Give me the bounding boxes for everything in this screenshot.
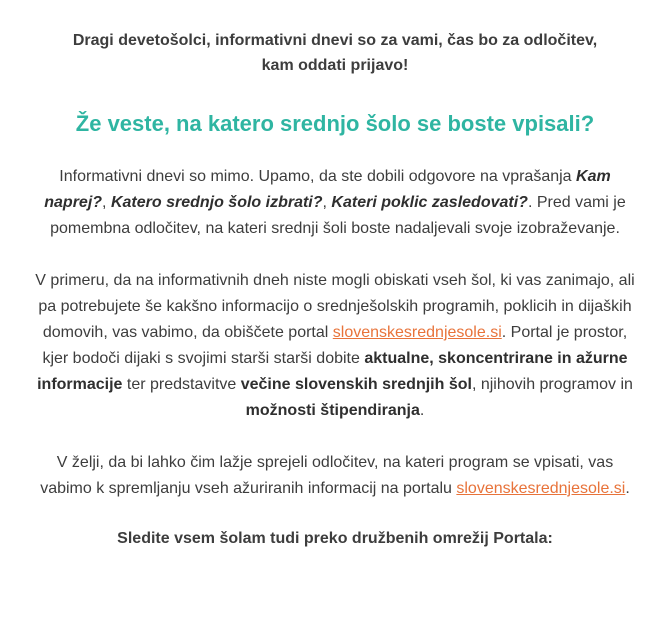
p3-text-2: . <box>625 480 630 497</box>
question-katero-solo: Katero srednjo šolo izbrati? <box>110 194 323 211</box>
p2-bold-3: možnosti štipendiranja <box>245 402 420 419</box>
p2-bold-1: aktualne, skoncentrirane in ažurne informacije <box>37 350 628 393</box>
social-heading: Sledite vsem šolam tudi preko družbenih omrežij Portala: <box>117 530 553 547</box>
p1-sep-2: , <box>322 194 332 211</box>
intro-text: Dragi devetošolci, informativni dnevi so za vami, čas bo za odločitev, kam oddati prijavo! <box>72 32 598 74</box>
question-kam-naprej: Kam naprej? <box>44 168 611 211</box>
p2-text-3: ter predstavitve <box>122 376 241 393</box>
p2-text-5: . <box>419 402 425 419</box>
paragraph-follow <box>35 450 635 502</box>
p2-text-1: V primeru, da na informativnih dneh niste mogli obiskati vseh šol, ki vas zanimajo, ali pa potrebujete še kakšno informacijo o srednješolskih programih, poklicih in dijaških domovih, vas vabimo, da obiščete portal <box>35 272 635 341</box>
p1-text-2: . Pred vami je pomembna odločitev, na kateri srednji šoli boste nadaljevali svoje izobraževanje. <box>50 194 626 237</box>
portal-link-2[interactable]: slovenskesrednjesole.si <box>456 480 626 497</box>
p2-bold-2: večine slovenskih srednjih šol <box>240 376 472 393</box>
email-body <box>35 0 635 552</box>
p1-sep-1: , <box>102 194 111 211</box>
headline: Že veste, na katero srednjo šolo se boste vpisali? <box>75 111 595 136</box>
paragraph-info-days <box>35 164 635 242</box>
p1-text-1: Informativni dnevi so mimo. Upamo, da ste dobili odgovore na vprašanja <box>59 168 577 185</box>
p2-text-4: , njihovih programov in <box>471 376 633 393</box>
question-kateri-poklic: Kateri poklic zasledovati? <box>331 194 528 211</box>
portal-link[interactable]: slovenskesrednjesole.si <box>332 324 502 341</box>
paragraph-portal <box>35 268 635 424</box>
p3-text-1: V želji, da bi lahko čim lažje sprejeli odločitev, na kateri program se vpisati, vas vabimo k spremljanju vseh ažuriranih informacij na portalu <box>40 454 614 497</box>
p2-text-2: . Portal je prostor, kjer bodoči dijaki s svojimi starši starši dobite <box>42 324 628 367</box>
